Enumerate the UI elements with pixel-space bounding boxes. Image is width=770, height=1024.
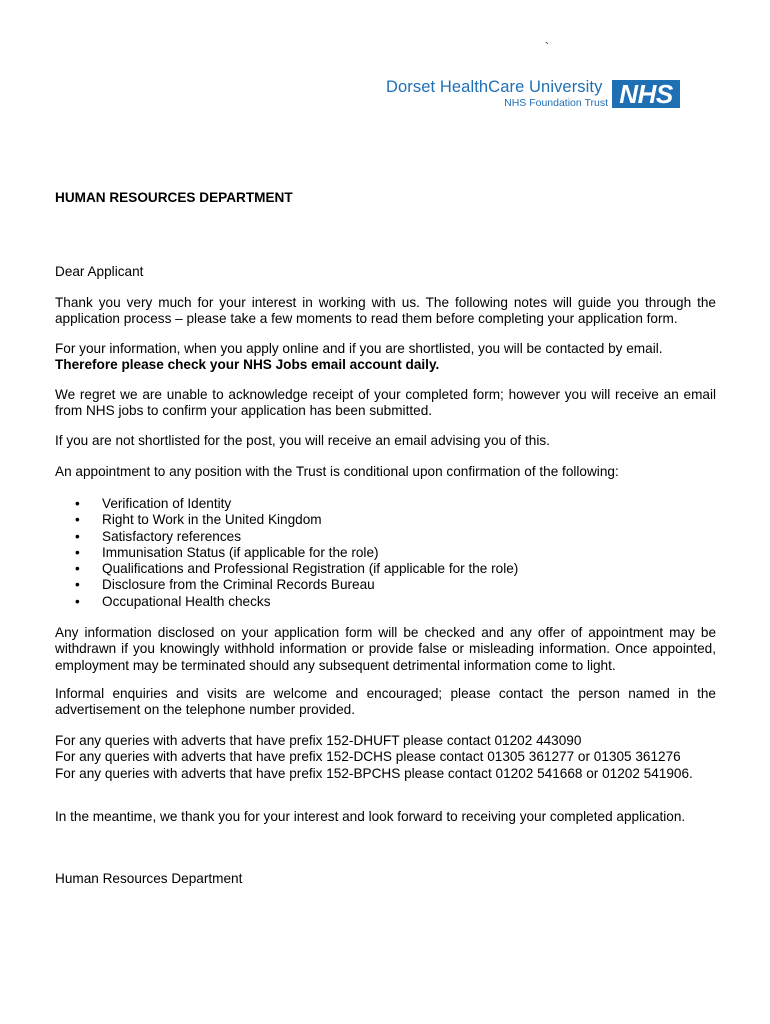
logo-subtitle: NHS Foundation Trust bbox=[504, 97, 608, 109]
bullet-icon: • bbox=[75, 544, 80, 560]
bullet-icon: • bbox=[75, 496, 80, 511]
enquiries-paragraph: Informal enquiries and visits are welcome and encouraged; please contact the person named in the advertisement on the telephone number provided. bbox=[55, 686, 716, 718]
closing-paragraph: In the meantime, we thank you for your interest and look forward to receiving your completed application. bbox=[55, 809, 686, 824]
nhs-trust-logo bbox=[386, 78, 682, 112]
stray-mark: ` bbox=[545, 40, 549, 54]
list-item: • Satisfactory references bbox=[75, 528, 242, 544]
signature: Human Resources Department bbox=[55, 871, 243, 886]
query-line-bpchs: For any queries with adverts that have prefix 152-BPCHS please contact 01202 541668 or 01202 541906. bbox=[55, 765, 693, 781]
intro-paragraph: Thank you very much for your interest in working with us. The following notes will guide you through the application process – please take a few moments to read them before completing your application form. bbox=[55, 295, 716, 327]
bullet-icon: • bbox=[75, 528, 80, 544]
salutation: Dear Applicant bbox=[55, 264, 144, 279]
list-item: • Qualifications and Professional Registration (if applicable for the role) bbox=[75, 561, 519, 577]
list-item: • Disclosure from the Criminal Records Bureau bbox=[75, 577, 375, 593]
list-item: • Immunisation Status (if applicable for the role) bbox=[75, 544, 379, 560]
nhs-badge-icon: NHS bbox=[612, 80, 680, 108]
query-line-dchs: For any queries with adverts that have prefix 152-DCHS please contact 01305 361277 or 01305 361276 bbox=[55, 749, 681, 765]
list-item: • Verification of Identity bbox=[75, 496, 232, 511]
bullet-icon: • bbox=[75, 561, 80, 577]
conditions-intro: An appointment to any position with the Trust is conditional upon confirmation of the following: bbox=[55, 464, 619, 479]
contact-info-paragraph bbox=[55, 341, 716, 374]
conditions-list bbox=[55, 496, 716, 610]
query-line-dhuft: For any queries with adverts that have prefix 152-DHUFT please contact 01202 443090 bbox=[55, 733, 582, 748]
bullet-icon: • bbox=[75, 577, 80, 593]
not-shortlisted-paragraph: If you are not shortlisted for the post, you will receive an email advising you of this. bbox=[55, 433, 550, 448]
bullet-icon: • bbox=[75, 512, 80, 528]
contact-info-bold-text: Therefore please check your NHS Jobs email account daily. bbox=[55, 357, 440, 373]
disclosure-paragraph: Any information disclosed on your application form will be checked and any offer of appointment may be withdrawn if you knowingly withhold information or provide false or misleading information. Once appointed, employment may be terminated should any subsequent detrimental information come to light. bbox=[55, 625, 716, 673]
bullet-icon: • bbox=[75, 593, 80, 609]
queries-paragraph bbox=[55, 733, 716, 782]
list-item: • Occupational Health checks bbox=[75, 593, 271, 609]
contact-info-text: For your information, when you apply online and if you are shortlisted, you will be contacted by email. bbox=[55, 341, 663, 356]
acknowledge-paragraph: We regret we are unable to acknowledge receipt of your completed form; however you will receive an email from NHS jobs to confirm your application has been submitted. bbox=[55, 387, 716, 419]
logo-organisation-name: Dorset HealthCare University bbox=[386, 78, 603, 96]
department-heading: HUMAN RESOURCES DEPARTMENT bbox=[55, 190, 293, 205]
list-item: • Right to Work in the United Kingdom bbox=[75, 512, 322, 528]
